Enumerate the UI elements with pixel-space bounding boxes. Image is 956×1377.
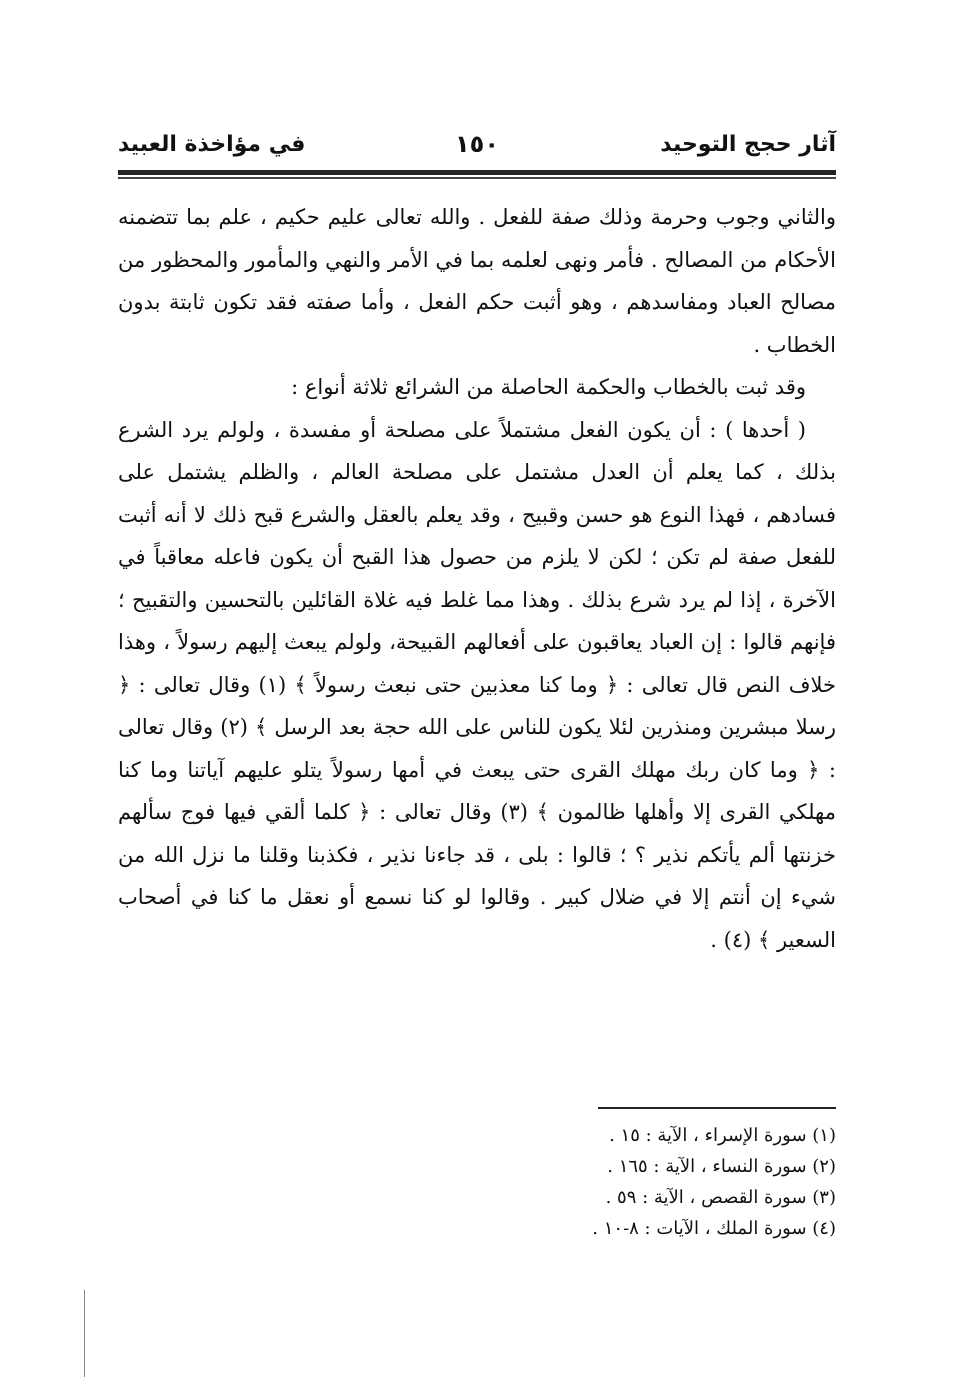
header-rule-thick	[118, 170, 836, 175]
footnote-4: (٤) سورة الملك ، الآيات : ٨-١٠ .	[592, 1218, 836, 1239]
footnote-2: (٢) سورة النساء ، الآية : ١٦٥ .	[607, 1156, 836, 1177]
paragraph-2: وقد ثبت بالخطاب والحكمة الحاصلة من الشرائع ثلاثة أنواع :	[291, 375, 806, 399]
running-title-left: في مؤاخذة العبيد	[118, 132, 306, 157]
running-title-right: آثار حجج التوحيد	[660, 132, 836, 157]
paragraph-3: ( أحدها ) : أن يكون الفعل مشتملاً على مصلحة أو مفسدة ، ولولم يرد الشرع بذلك ، كما يعلم أن العدل مشتمل على مصلحة العالم ، والظلم يشتمل على فسادهم ، فهذا النوع هو حسن وقبيح ، وقد يعلم بالعقل والشرع قبح ذلك لا أنه أثبت للفعل صفة لم تكن ؛ لكن لا يلزم من حصول هذا القبح أن يكون فاعله معاقباً في الآخرة ، إذا لم يرد شرع بذلك . وهذا مما غلط فيه غلاة القائلين بالتحسين والتقبيح ؛ فإنهم قالوا : إن العباد يعاقبون على أفعالهم القبيحة، ولولم يبعث إليهم رسولاً ، وهذا خلاف النص قال تعالى : ﴿ وما كنا معذبين حتى نبعث رسولاً ﴾ (١) وقال تعالى : ﴿ رسلا مبشرين ومنذرين لئلا يكون للناس على الله حجة بعد الرسل ﴾ (٢) وقال تعالى : ﴿ وما كان ربك مهلك القرى حتى يبعث في أمها رسولاً يتلو عليهم آياتنا وما كنا مهلكي القرى إلا وأهلها ظالمون ﴾ (٣) وقال تعالى : ﴿ كلما ألقي فيها فوج سألهم خزنتها ألم يأتكم نذير ؟ ؛ قالوا : بلى ، قد جاءنا نذير ، فكذبنا وقلنا ما نزل الله من شيء إن أنتم إلا في ضلال كبير . وقالوا لو كنا نسمع أو نعقل ما كنا في أصحاب السعير ﴾ (٤) .	[118, 417, 837, 952]
footnotes	[118, 1120, 836, 1244]
footnote-rule	[598, 1107, 836, 1109]
paragraph-1: والثاني وجوب وحرمة وذلك صفة للفعل . والله تعالى عليم حكيم ، علم بما تتضمنه الأحكام من المصالح . فأمر ونهى لعلمه بما في الأمر والنهي والمأمور والمحظور من مصالح العباد ومفاسدهم ، وهو أثبت حكم الفعل ، وأما صفته فقد تكون ثابتة بدون الخطاب .	[118, 205, 836, 357]
main-text	[118, 196, 836, 961]
page-number: ١٥٠	[455, 130, 499, 158]
page-header	[118, 132, 836, 168]
header-rule-thin	[118, 177, 836, 179]
footnote-3: (٣) سورة القصص ، الآية : ٥٩ .	[605, 1187, 836, 1208]
scan-margin-line	[84, 1290, 85, 1377]
footnote-1: (١) سورة الإسراء ، الآية : ١٥ .	[609, 1125, 836, 1146]
